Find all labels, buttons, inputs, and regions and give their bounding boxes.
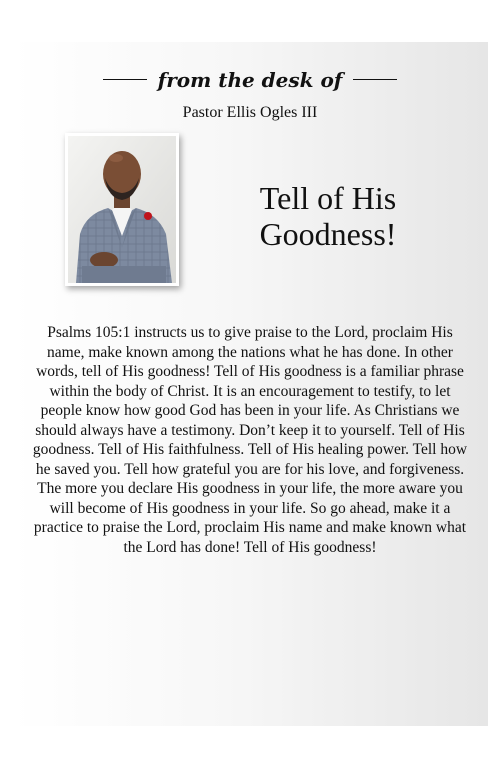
portrait-image [68, 136, 176, 283]
article-title: Tell of His Goodness! [259, 180, 397, 252]
desk-header [0, 68, 500, 92]
left-divider [103, 79, 147, 80]
pastor-photo [65, 133, 179, 286]
right-divider [353, 79, 397, 80]
article-body: Psalms 105:1 instructs us to give praise to the Lord, proclaim His name, make known among the nations what he has done. In other words, tell of His goodness! Tell of His goodness is a familiar phrase within the body of Christ. It is an encouragement to testify, to let people know how good God has been in your life. As Christians we should always have a testimony. Don’t keep it to yourself. Tell of His goodness. Tell of His faithfulness. Tell of His healing power. Tell how he saved you. Tell how grateful you are for his love, and forgiveness. The more you declare His goodness in your life, the more aware you will become of His goodness in your life. So go ahead, make it a practice to praise the Lord, proclaim His name and make known what the Lord has done! Tell of His goodness! [32, 324, 468, 556]
pastor-name: Pastor Ellis Ogles III [182, 104, 318, 121]
desk-label: from the desk of [157, 68, 343, 92]
